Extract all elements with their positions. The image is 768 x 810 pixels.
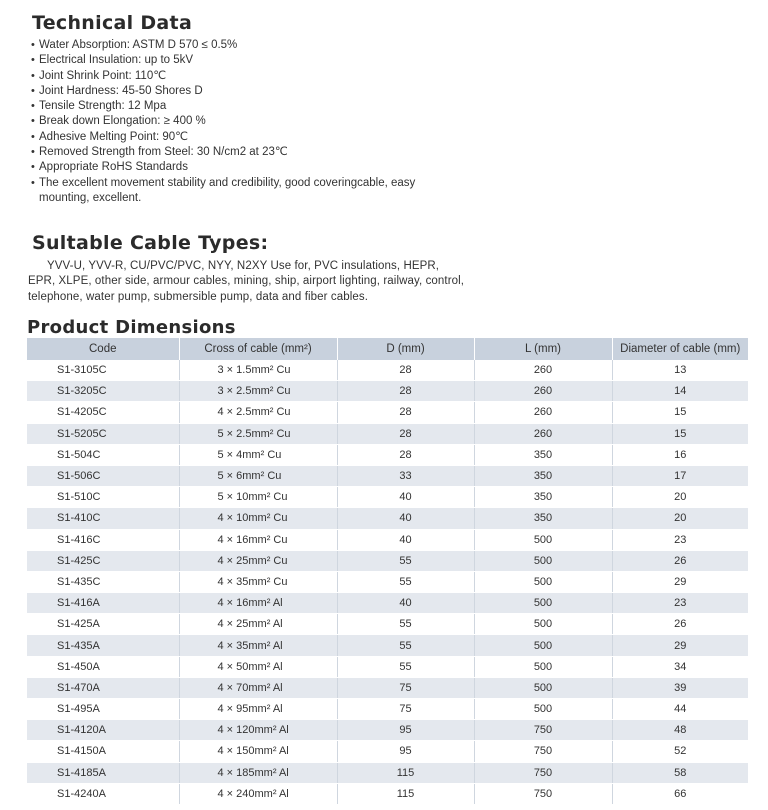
table-row: [27, 656, 748, 677]
cell-l: 500: [474, 614, 612, 635]
cell-l: 500: [474, 529, 612, 550]
cell-cross: 4 × 2.5mm² Cu: [179, 402, 337, 423]
bullet-icon: •: [31, 146, 35, 159]
cell-diameter: 20: [612, 508, 748, 529]
cell-d: 75: [337, 699, 474, 720]
cell-d: 33: [337, 465, 474, 486]
technical-data-title: Technical Data: [32, 12, 193, 34]
cell-cross: 4 × 35mm² Cu: [179, 571, 337, 592]
cell-diameter: 26: [612, 550, 748, 571]
cell-l: 260: [474, 360, 612, 381]
cell-cross: 3 × 2.5mm² Cu: [179, 381, 337, 402]
cell-code: S1-410C: [27, 508, 179, 529]
technical-data-list: [31, 38, 471, 206]
cell-diameter: 17: [612, 465, 748, 486]
table-row: [27, 360, 748, 381]
cell-d: 55: [337, 571, 474, 592]
cell-d: 40: [337, 529, 474, 550]
technical-data-item-text: Joint Hardness: 45-50 Shores D: [39, 84, 203, 97]
table-row: [27, 423, 748, 444]
cell-code: S1-4150A: [27, 741, 179, 762]
cell-cross: 4 × 120mm² Al: [179, 720, 337, 741]
cell-cross: 4 × 95mm² Al: [179, 699, 337, 720]
cell-code: S1-4120A: [27, 720, 179, 741]
cell-diameter: 20: [612, 487, 748, 508]
bullet-icon: •: [31, 176, 35, 189]
technical-data-item: [31, 130, 471, 145]
technical-data-item-text: The excellent movement stability and credibility, good coveringcable, easy mounting, excellent.: [39, 176, 416, 204]
table-row: [27, 444, 748, 465]
header-diameter: Diameter of cable (mm): [612, 338, 748, 360]
table-row: [27, 593, 748, 614]
cell-code: S1-495A: [27, 699, 179, 720]
bullet-icon: •: [31, 54, 35, 67]
cell-diameter: 39: [612, 677, 748, 698]
cell-d: 55: [337, 614, 474, 635]
technical-data-item: [31, 145, 471, 160]
cell-l: 350: [474, 487, 612, 508]
technical-data-item-text: Electrical Insulation: up to 5kV: [39, 54, 194, 67]
table-row: [27, 487, 748, 508]
technical-data-item-text: Water Absorption: ASTM D 570 ≤ 0.5%: [39, 39, 238, 51]
cell-cross: 4 × 150mm² Al: [179, 741, 337, 762]
cell-code: S1-504C: [27, 444, 179, 465]
cell-l: 260: [474, 381, 612, 402]
table-row: [27, 741, 748, 762]
header-cross: Cross of cable (mm²): [179, 338, 337, 360]
technical-data-item: [31, 69, 471, 84]
cell-diameter: 29: [612, 635, 748, 656]
cell-cross: 4 × 25mm² Al: [179, 614, 337, 635]
cell-code: S1-5205C: [27, 423, 179, 444]
cell-l: 750: [474, 762, 612, 783]
technical-data-item-text: Adhesive Melting Point: 90℃: [39, 130, 189, 143]
cell-d: 28: [337, 381, 474, 402]
cell-l: 260: [474, 423, 612, 444]
cell-d: 115: [337, 762, 474, 783]
cell-diameter: 66: [612, 783, 748, 804]
cell-code: S1-435A: [27, 635, 179, 656]
cell-diameter: 34: [612, 656, 748, 677]
cell-code: S1-435C: [27, 571, 179, 592]
technical-data-item: [31, 114, 471, 129]
technical-data-item-text: Break down Elongation: ≥ 400 %: [39, 115, 206, 128]
cell-d: 115: [337, 783, 474, 804]
cell-diameter: 15: [612, 402, 748, 423]
cell-code: S1-470A: [27, 677, 179, 698]
cell-diameter: 23: [612, 529, 748, 550]
header-l: L (mm): [474, 338, 612, 360]
cell-code: S1-450A: [27, 656, 179, 677]
cell-l: 500: [474, 656, 612, 677]
cell-d: 95: [337, 720, 474, 741]
cell-code: S1-425C: [27, 550, 179, 571]
cell-diameter: 13: [612, 360, 748, 381]
cell-d: 40: [337, 487, 474, 508]
cell-diameter: 26: [612, 614, 748, 635]
cell-code: S1-4185A: [27, 762, 179, 783]
cell-code: S1-3205C: [27, 381, 179, 402]
product-dimensions-table: [27, 338, 748, 805]
cell-l: 500: [474, 593, 612, 614]
table-row: [27, 677, 748, 698]
cell-code: S1-4205C: [27, 402, 179, 423]
bullet-icon: •: [31, 161, 35, 174]
bullet-icon: •: [31, 100, 35, 113]
technical-data-item: [31, 99, 471, 114]
table-row: [27, 402, 748, 423]
table-row: [27, 720, 748, 741]
cell-d: 55: [337, 550, 474, 571]
cell-d: 28: [337, 360, 474, 381]
technical-data-item-text: Appropriate RoHS Standards: [39, 161, 188, 174]
cell-code: S1-510C: [27, 487, 179, 508]
cell-code: S1-416A: [27, 593, 179, 614]
cell-d: 95: [337, 741, 474, 762]
header-d: D (mm): [337, 338, 474, 360]
cell-diameter: 29: [612, 571, 748, 592]
cell-d: 40: [337, 508, 474, 529]
cell-code: S1-3105C: [27, 360, 179, 381]
cell-cross: 5 × 2.5mm² Cu: [179, 423, 337, 444]
cell-cross: 4 × 25mm² Cu: [179, 550, 337, 571]
cell-l: 500: [474, 699, 612, 720]
table-row: [27, 381, 748, 402]
cell-cross: 4 × 16mm² Al: [179, 593, 337, 614]
table-row: [27, 635, 748, 656]
cell-l: 750: [474, 720, 612, 741]
bullet-icon: •: [31, 39, 35, 51]
technical-data-item: [31, 176, 471, 207]
table-row: [27, 529, 748, 550]
cell-d: 28: [337, 444, 474, 465]
cell-diameter: 15: [612, 423, 748, 444]
product-dimensions-title: Product Dimensions: [27, 317, 236, 338]
table-row: [27, 762, 748, 783]
cell-cross: 3 × 1.5mm² Cu: [179, 360, 337, 381]
cell-cross: 4 × 50mm² Al: [179, 656, 337, 677]
cell-cross: 4 × 16mm² Cu: [179, 529, 337, 550]
cell-code: S1-425A: [27, 614, 179, 635]
table-header-row: [27, 338, 748, 360]
cell-l: 350: [474, 444, 612, 465]
table-row: [27, 699, 748, 720]
technical-data-item-text: Joint Shrink Point: 110℃: [39, 69, 167, 82]
table-row: [27, 550, 748, 571]
cell-l: 500: [474, 677, 612, 698]
cell-l: 500: [474, 571, 612, 592]
technical-data-item-text: Removed Strength from Steel: 30 N/cm2 at 23℃: [39, 146, 288, 159]
cell-cross: 5 × 10mm² Cu: [179, 487, 337, 508]
bullet-icon: •: [31, 130, 35, 143]
cell-diameter: 14: [612, 381, 748, 402]
cell-cross: 4 × 35mm² Al: [179, 635, 337, 656]
cell-d: 55: [337, 656, 474, 677]
cell-l: 350: [474, 508, 612, 529]
cell-l: 350: [474, 465, 612, 486]
cell-code: S1-4240A: [27, 783, 179, 804]
cell-cross: 4 × 240mm² Al: [179, 783, 337, 804]
cell-diameter: 52: [612, 741, 748, 762]
cell-l: 750: [474, 741, 612, 762]
cell-code: S1-416C: [27, 529, 179, 550]
table-row: [27, 465, 748, 486]
cell-cross: 5 × 6mm² Cu: [179, 465, 337, 486]
bullet-icon: •: [31, 115, 35, 128]
table-row: [27, 571, 748, 592]
cell-diameter: 58: [612, 762, 748, 783]
technical-data-item: [31, 53, 471, 68]
bullet-icon: •: [31, 69, 35, 82]
technical-data-item: [31, 160, 471, 175]
cell-diameter: 23: [612, 593, 748, 614]
table-row: [27, 783, 748, 804]
table-row: [27, 508, 748, 529]
cell-d: 28: [337, 402, 474, 423]
cable-types-text: YVV-U, YVV-R, CU/PVC/PVC, NYY, N2XY Use for, PVC insulations, HEPR, EPR, XLPE, other side, armour cables, mining, ship, airport lighting, railway, control, telephone, water pump, submersible pump, data and fiber cables.: [28, 260, 465, 303]
cell-d: 75: [337, 677, 474, 698]
cable-types-title: Sultable Cable Types:: [32, 232, 269, 254]
cell-l: 260: [474, 402, 612, 423]
table-row: [27, 614, 748, 635]
technical-data-item: [31, 38, 471, 53]
cell-diameter: 44: [612, 699, 748, 720]
cell-cross: 4 × 70mm² Al: [179, 677, 337, 698]
cell-cross: 4 × 185mm² Al: [179, 762, 337, 783]
cell-diameter: 16: [612, 444, 748, 465]
cell-d: 55: [337, 635, 474, 656]
cell-d: 40: [337, 593, 474, 614]
cell-diameter: 48: [612, 720, 748, 741]
cell-cross: 5 × 4mm² Cu: [179, 444, 337, 465]
header-code: Code: [27, 338, 179, 360]
cell-d: 28: [337, 423, 474, 444]
cell-l: 500: [474, 635, 612, 656]
technical-data-item: [31, 84, 471, 99]
bullet-icon: •: [31, 84, 35, 97]
cell-l: 500: [474, 550, 612, 571]
cell-cross: 4 × 10mm² Cu: [179, 508, 337, 529]
cell-l: 750: [474, 783, 612, 804]
technical-data-item-text: Tensile Strength: 12 Mpa: [39, 100, 167, 113]
cell-code: S1-506C: [27, 465, 179, 486]
